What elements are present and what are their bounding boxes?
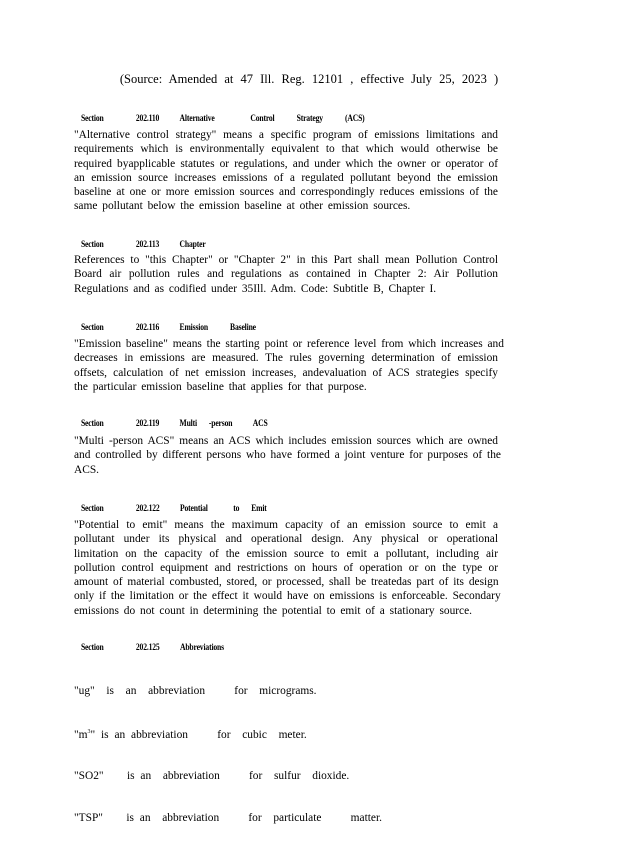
section-title-word: Abbreviations <box>179 642 224 652</box>
section-title-word: (ACS) <box>344 113 365 123</box>
body-line: Board air pollution rules and regulations as contained in Chapter 2: Air Pollution <box>74 268 498 281</box>
body-line: ACS. <box>74 463 100 476</box>
body-line: only if the limitation or the effect it would have on emissions is enforceable. Secondary <box>74 590 501 603</box>
section-body-202-122 <box>74 518 501 618</box>
body-line: "Potential to emit" means the maximum capacity of an emission source to emit a <box>74 519 498 531</box>
section-body-202-113 <box>74 253 498 296</box>
section-body-202-116 <box>74 337 504 394</box>
body-line: decreases in emissions are measured. The rules governing determination of emission <box>74 352 498 365</box>
section-number: 202.122 <box>135 503 160 513</box>
abbreviation-item: "ug" is an abbreviation for micrograms. <box>74 684 317 697</box>
section-title-word: Strategy <box>296 113 323 123</box>
section-title-word: to <box>233 503 240 513</box>
section-number: 202.110 <box>135 113 160 123</box>
section-label: Section <box>80 503 104 513</box>
section-label: Section <box>80 113 104 123</box>
abbreviation-item: "SO2" is an abbreviation for sulfur dioxide. <box>74 770 350 783</box>
section-title-word: Baseline <box>230 322 256 332</box>
body-line: Regulations and as codified under 35Ill. Adm. Code: Subtitle B, Chapter I. <box>74 282 437 295</box>
body-line: amount of material combusted, stored, or processed, shall be treatedas part of its design <box>74 576 499 589</box>
section-body-202-119 <box>74 434 501 477</box>
section-title-word: Chapter <box>179 239 206 249</box>
section-label: Section <box>80 239 104 249</box>
abbreviation-item: "TSP" is an abbreviation for particulate matter. <box>74 811 382 824</box>
section-title-word: Alternative <box>179 113 215 123</box>
body-line: "Multi -person ACS" means an ACS which includes emission sources which are owned <box>74 435 498 447</box>
section-number: 202.113 <box>135 239 160 249</box>
body-line: pollution control equipment and restrictions on hours of operation or on the type or <box>74 561 498 574</box>
section-number: 202.116 <box>135 322 160 332</box>
section-title-word: Potential <box>179 503 208 513</box>
section-number: 202.125 <box>135 642 160 652</box>
section-title-word: -person <box>208 418 233 428</box>
section-label: Section <box>80 642 104 652</box>
section-number: 202.119 <box>135 418 160 428</box>
abbreviation-list <box>74 657 382 853</box>
body-line: References to "this Chapter" or "Chapter 2" in this Part shall mean Pollution Control <box>74 254 498 266</box>
body-line: "Alternative control strategy" means a specific program of emissions limitations and <box>74 129 498 141</box>
body-line: "Emission baseline" means the starting point or reference level from which increases and <box>74 338 504 350</box>
section-title-word: Emission <box>179 322 208 332</box>
section-label: Section <box>80 322 104 332</box>
section-title-word: Emit <box>251 503 267 513</box>
body-line: requirements which is environmentally equivalent to that which would otherwise be <box>74 143 498 156</box>
body-line: limitation on the capacity of the emission source to emit a pollutant, including air <box>74 547 498 560</box>
body-line: baseline at one or more emission sources and correspondingly reduces emissions of the <box>74 186 498 199</box>
section-title-word: Control <box>250 113 275 123</box>
body-line: and controlled by different persons who have formed a joint venture for purposes of the <box>74 449 501 462</box>
body-line: emissions do not count in determining the potential to emit of a stationary source. <box>74 604 473 617</box>
section-title-word: Multi <box>179 418 197 428</box>
section-label: Section <box>80 418 104 428</box>
body-line: offsets, calculation of net emission increases, andevaluation of ACS strategies specify <box>74 366 498 379</box>
body-line: same pollutant below the emission baseline at other emission sources. <box>74 200 411 213</box>
body-line: an emission source increases emissions of a regulated pollutant beyond the emission <box>74 171 498 184</box>
source-note: (Source: Amended at 47 Ill. Reg. 12101 , effective July 25, 2023 ) <box>119 72 499 86</box>
body-line: required byapplicable statutes or regulations, and under which the owner or operator of <box>74 157 498 170</box>
section-title-word: ACS <box>252 418 268 428</box>
body-line: pollutant under its physical and operational design. Any physical or operational <box>74 533 498 546</box>
body-line: the particular emission baseline that applies for that purpose. <box>74 380 367 393</box>
superscript: 3 <box>87 728 91 735</box>
abbreviation-item: "$m^3$" is an abbreviation for cubic meter. <box>74 728 307 741</box>
section-body-202-110 <box>74 128 498 214</box>
